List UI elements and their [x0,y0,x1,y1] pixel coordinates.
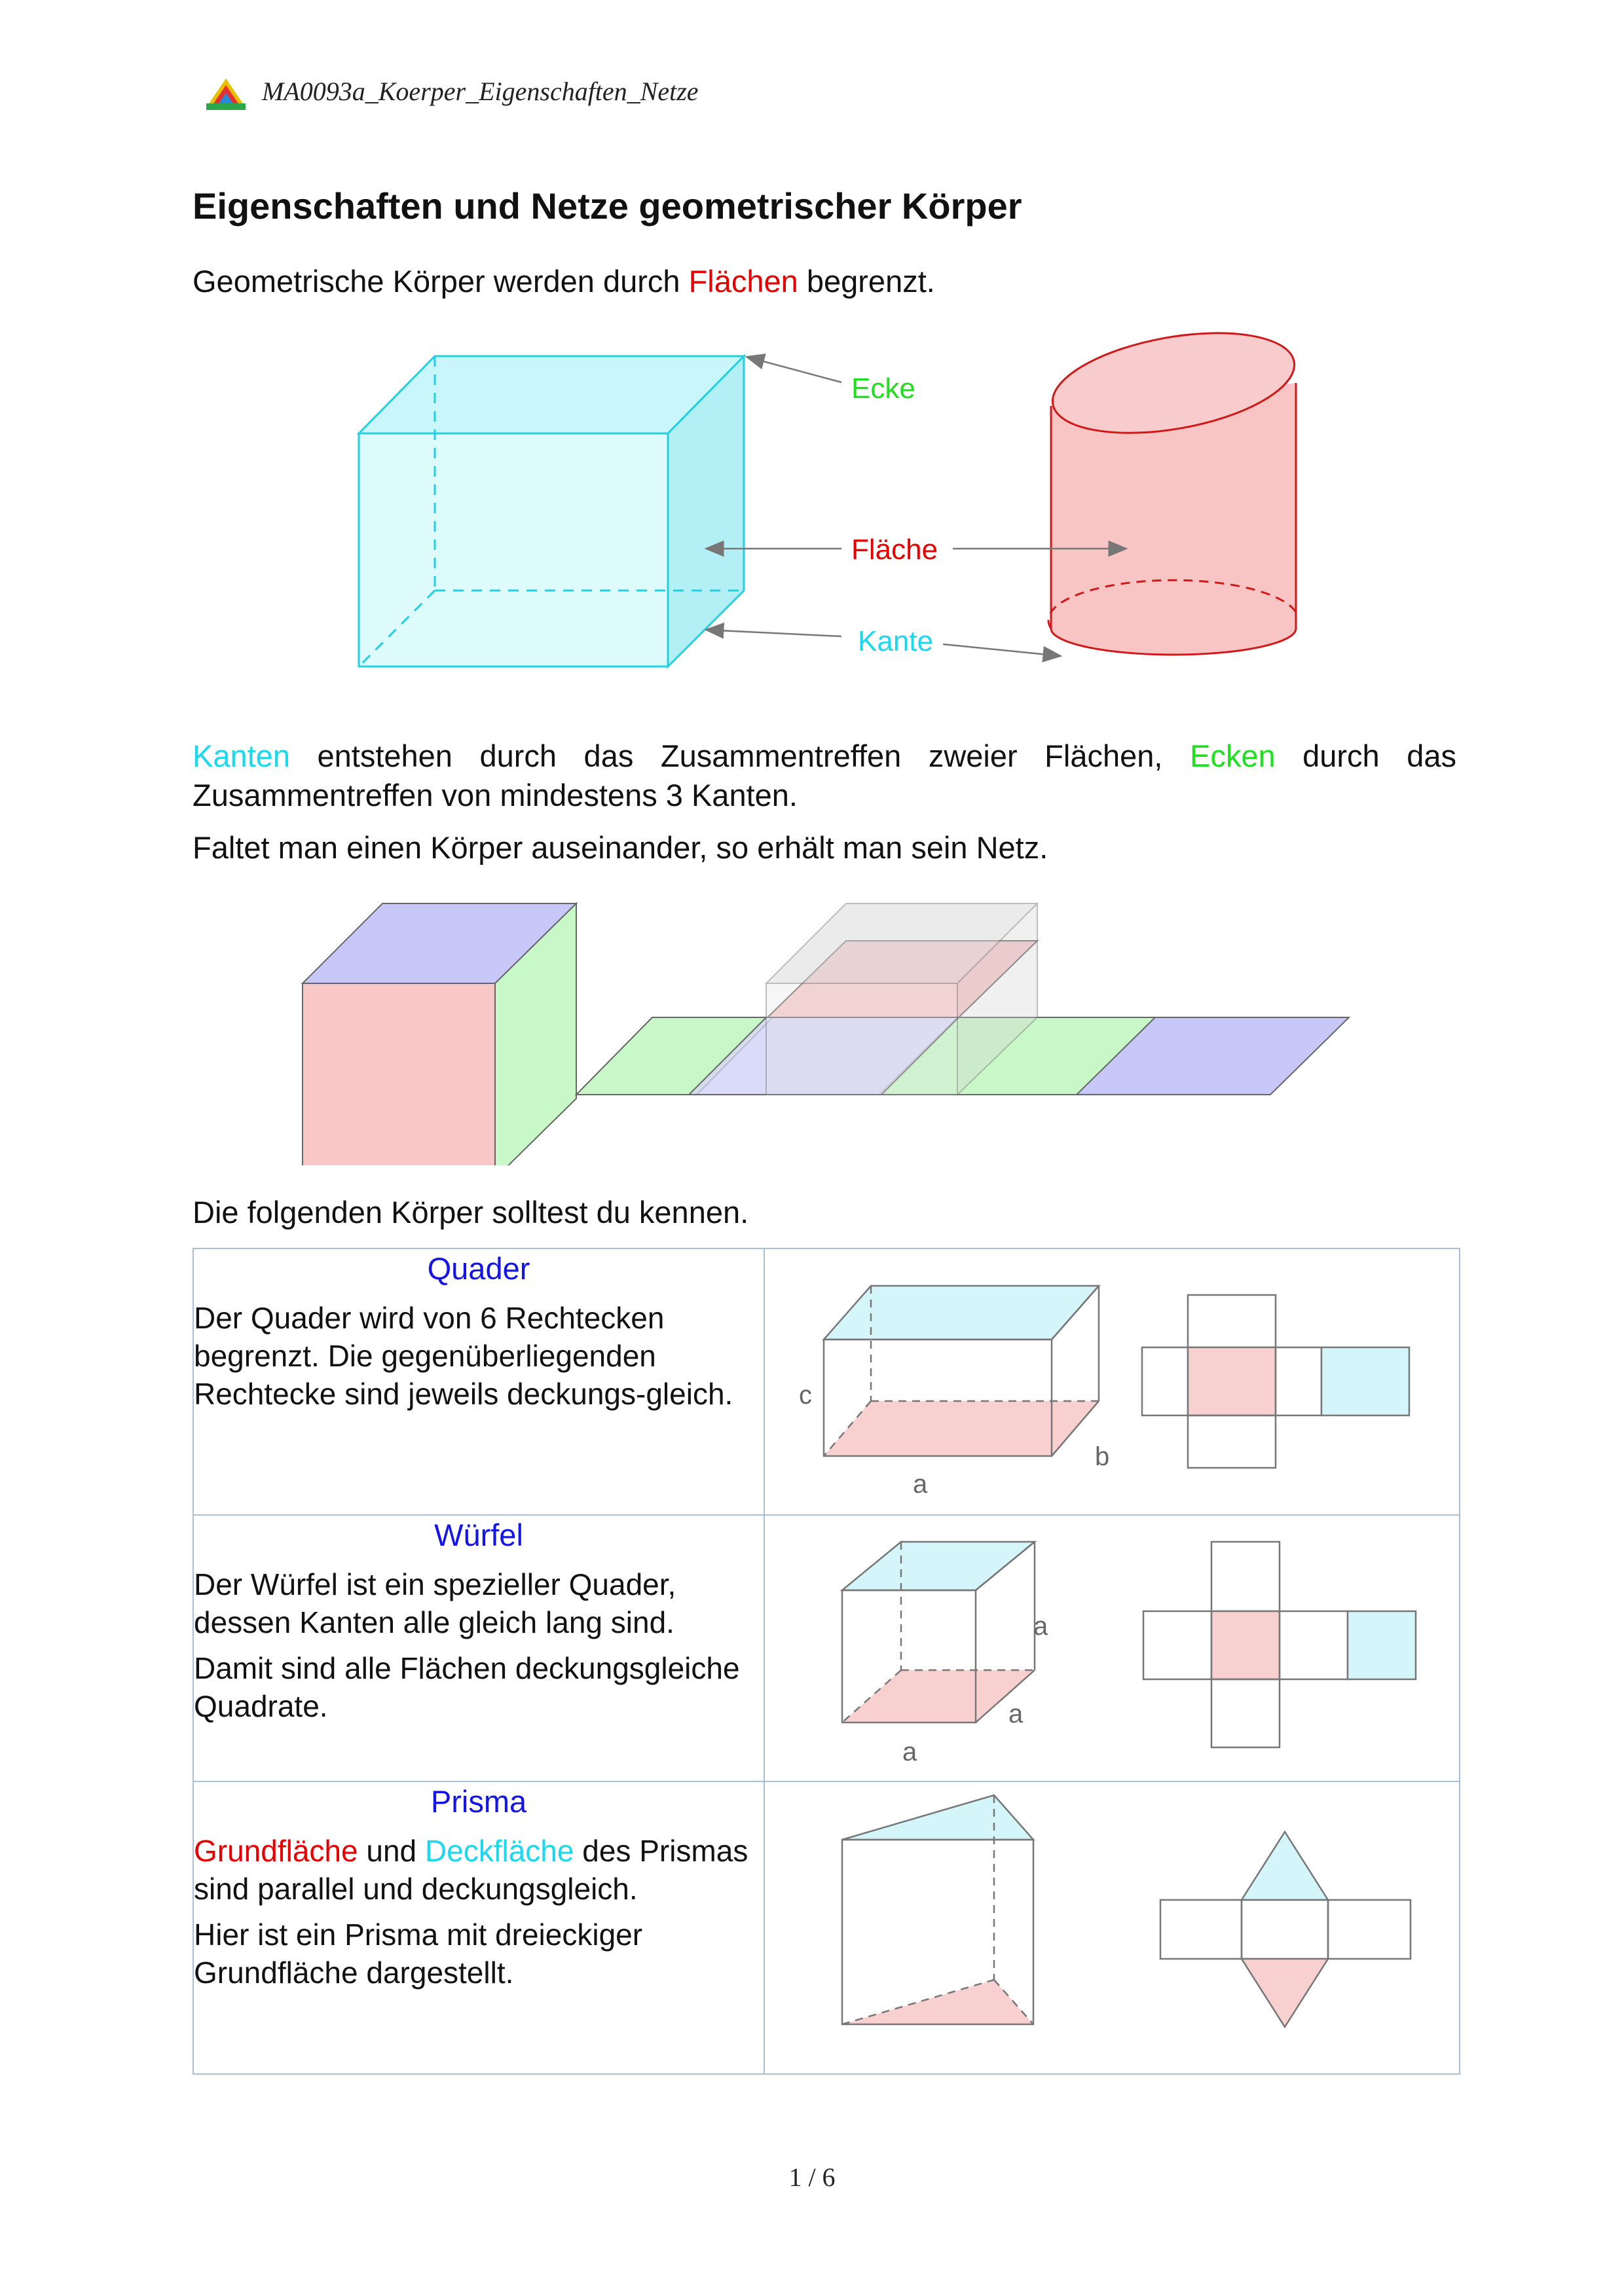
wuerfel-label-a-height: a [1033,1612,1048,1641]
solids-diagram [0,0,1624,720]
net-diagram [0,890,1624,1165]
wuerfel-description-1: Der Würfel ist ein spezieller Quader, dessen Kanten alle gleich lang sind. [194,1567,676,1639]
label-flaeche: Fläche [851,534,938,566]
grundflaeche-word: Grundfläche [194,1834,358,1868]
wuerfel-figure [765,1516,1459,1777]
wuerfel-description-2: Damit sind alle Flächen deckungsgleiche Quadrate. [194,1651,740,1723]
label-kante: Kante [858,625,933,657]
intro-highlight: Flächen [688,264,798,299]
kanten-end: durch das Zusammentreffen von mindestens 3 Kanten. [193,738,1456,812]
quader-net [1142,1295,1409,1468]
solids-table [193,1248,1460,2075]
kanten-mid: entstehen durch das Zusammentreffen zweier Flächen, [289,738,1190,773]
quader-figure-cell [764,1248,1460,1515]
kanten-word: Kanten [193,738,290,773]
quader-text-cell [193,1248,764,1515]
wuerfel-title: Würfel [434,1518,523,1552]
cylinder-figure [1045,317,1302,655]
wuerfel-text-cell [193,1515,764,1781]
netz-paragraph: Faltet man einen Körper auseinander, so erhält man sein Netz. [193,830,1048,865]
deckflaeche-word: Deckfläche [424,1834,574,1868]
wuerfel-label-a-depth: a [1008,1700,1024,1728]
kanten-paragraph [193,737,1456,815]
page-number: 1 / 6 [788,2162,836,2192]
prisma-description-2: Hier ist ein Prisma mit dreieckiger Grundfläche dargestellt. [194,1918,643,1990]
wuerfel-label-a-width: a [902,1738,917,1766]
prisma-text-cell [193,1781,764,2074]
prisma-figure-cell [764,1781,1460,2074]
prisma-rest: des Prismas sind parallel und deckungsgleich. [194,1834,748,1906]
table-row-wuerfel [193,1515,1460,1781]
wuerfel-net [1143,1542,1416,1747]
intro-after: begrenzt. [798,264,935,299]
prisma-description-1 [194,1832,764,1908]
cube-figure [359,356,744,666]
ecken-word: Ecken [1189,738,1276,773]
intro-before: Geometrische Körper werden durch [193,264,689,299]
prisma-und: und [358,1834,425,1868]
label-ecke: Ecke [851,373,915,405]
quader-label-a: a [913,1470,928,1499]
folgende-paragraph: Die folgenden Körper solltest du kennen. [193,1195,749,1230]
quader-title: Quader [427,1251,530,1286]
quader-label-b: b [1095,1442,1110,1471]
table-row-prisma [193,1781,1460,2074]
quader-label-c: c [799,1381,812,1410]
page-title: Eigenschaften und Netze geometrischer Körper [193,185,1022,227]
prisma-title: Prisma [430,1784,527,1819]
quader-description: Der Quader wird von 6 Rechtecken begrenzt. Die gegenüberliegenden Rechtecke sind jeweils deckungs-gleich. [194,1301,733,1411]
colored-box [303,903,576,1165]
prisma-net [1160,1832,1411,2027]
header-filename: MA0093a_Koerper_Eigenschaften_Netze [262,77,699,106]
wuerfel-figure-cell [764,1515,1460,1781]
prisma-figure [765,1782,1459,2070]
quader-figure [765,1249,1459,1511]
table-row-quader [193,1248,1460,1515]
